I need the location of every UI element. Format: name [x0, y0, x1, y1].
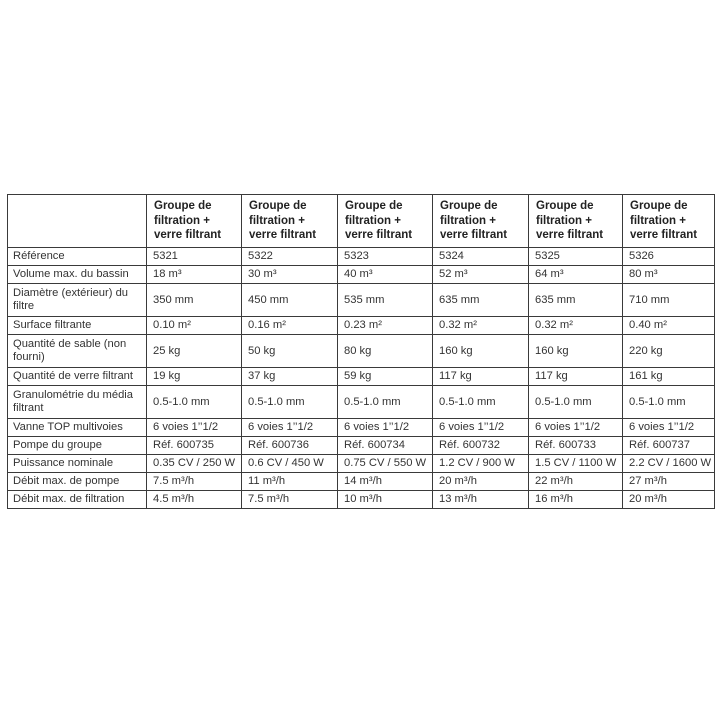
table-cell: 13 m³/h: [433, 491, 529, 509]
table-row: [8, 455, 715, 473]
table-cell: 1.5 CV / 1100 W: [529, 455, 623, 473]
header-cell: Groupe de filtration + verre filtrant: [147, 195, 242, 248]
row-label: Vanne TOP multivoies: [8, 419, 147, 437]
table-row: [8, 248, 715, 266]
table-cell: 40 m³: [338, 266, 433, 284]
row-label: Référence: [8, 248, 147, 266]
row-label: Pompe du groupe: [8, 437, 147, 455]
header-cell: Groupe de filtration + verre filtrant: [338, 195, 433, 248]
table-row: [8, 317, 715, 335]
table-cell: 6 voies 1’’1/2: [147, 419, 242, 437]
table-row: [8, 368, 715, 386]
table-cell: 710 mm: [623, 284, 715, 317]
table-cell: 5323: [338, 248, 433, 266]
table-cell: 2.2 CV / 1600 W: [623, 455, 715, 473]
table-cell: 59 kg: [338, 368, 433, 386]
table-row: [8, 419, 715, 437]
table-cell: 37 kg: [242, 368, 338, 386]
table-cell: 16 m³/h: [529, 491, 623, 509]
table-cell: 7.5 m³/h: [147, 473, 242, 491]
table-cell: 0.5-1.0 mm: [147, 386, 242, 419]
table-cell: 0.32 m²: [529, 317, 623, 335]
table-cell: Réf. 600732: [433, 437, 529, 455]
table-cell: 535 mm: [338, 284, 433, 317]
table-body: [8, 248, 715, 509]
table-cell: 160 kg: [433, 335, 529, 368]
table-cell: 5324: [433, 248, 529, 266]
table-cell: 0.5-1.0 mm: [623, 386, 715, 419]
table-cell: 0.32 m²: [433, 317, 529, 335]
table-cell: 1.2 CV / 900 W: [433, 455, 529, 473]
spec-table-container: [7, 194, 714, 509]
table-cell: 22 m³/h: [529, 473, 623, 491]
table-cell: Réf. 600735: [147, 437, 242, 455]
table-cell: 6 voies 1’’1/2: [433, 419, 529, 437]
table-cell: Réf. 600733: [529, 437, 623, 455]
table-cell: 450 mm: [242, 284, 338, 317]
table-cell: 6 voies 1’’1/2: [623, 419, 715, 437]
table-cell: 10 m³/h: [338, 491, 433, 509]
table-cell: 0.5-1.0 mm: [433, 386, 529, 419]
table-row: [8, 386, 715, 419]
table-cell: 161 kg: [623, 368, 715, 386]
row-label: Quantité de verre filtrant: [8, 368, 147, 386]
table-row: [8, 335, 715, 368]
table-cell: 0.23 m²: [338, 317, 433, 335]
row-label: Débit max. de filtration: [8, 491, 147, 509]
table-cell: 11 m³/h: [242, 473, 338, 491]
table-cell: 117 kg: [529, 368, 623, 386]
table-cell: 19 kg: [147, 368, 242, 386]
table-row: [8, 266, 715, 284]
table-cell: 635 mm: [529, 284, 623, 317]
table-cell: 25 kg: [147, 335, 242, 368]
table-cell: 350 mm: [147, 284, 242, 317]
table-cell: 0.10 m²: [147, 317, 242, 335]
table-cell: 50 kg: [242, 335, 338, 368]
row-label: Débit max. de pompe: [8, 473, 147, 491]
table-cell: Réf. 600737: [623, 437, 715, 455]
table-cell: 0.6 CV / 450 W: [242, 455, 338, 473]
table-row: [8, 473, 715, 491]
table-cell: 27 m³/h: [623, 473, 715, 491]
header-row: [8, 195, 715, 248]
table-cell: Réf. 600736: [242, 437, 338, 455]
table-cell: 0.16 m²: [242, 317, 338, 335]
table-cell: 6 voies 1’’1/2: [242, 419, 338, 437]
header-cell: Groupe de filtration + verre filtrant: [242, 195, 338, 248]
table-cell: Réf. 600734: [338, 437, 433, 455]
header-cell-corner: [8, 195, 147, 248]
row-label: Quantité de sable (non fourni): [8, 335, 147, 368]
table-cell: 7.5 m³/h: [242, 491, 338, 509]
table-cell: 0.5-1.0 mm: [242, 386, 338, 419]
table-cell: 5321: [147, 248, 242, 266]
header-cell: Groupe de filtration + verre filtrant: [529, 195, 623, 248]
table-cell: 5326: [623, 248, 715, 266]
table-cell: 0.40 m²: [623, 317, 715, 335]
table-cell: 117 kg: [433, 368, 529, 386]
table-cell: 0.75 CV / 550 W: [338, 455, 433, 473]
row-label: Diamètre (extérieur) du filtre: [8, 284, 147, 317]
table-row: [8, 284, 715, 317]
table-cell: 80 m³: [623, 266, 715, 284]
table-cell: 20 m³/h: [623, 491, 715, 509]
table-cell: 80 kg: [338, 335, 433, 368]
table-cell: 0.35 CV / 250 W: [147, 455, 242, 473]
row-label: Volume max. du bassin: [8, 266, 147, 284]
table-row: [8, 491, 715, 509]
table-cell: 18 m³: [147, 266, 242, 284]
table-cell: 5325: [529, 248, 623, 266]
table-cell: 635 mm: [433, 284, 529, 317]
table-cell: 220 kg: [623, 335, 715, 368]
row-label: Surface filtrante: [8, 317, 147, 335]
table-cell: 30 m³: [242, 266, 338, 284]
table-cell: 5322: [242, 248, 338, 266]
header-cell: Groupe de filtration + verre filtrant: [433, 195, 529, 248]
spec-table: [7, 194, 715, 509]
table-cell: 0.5-1.0 mm: [338, 386, 433, 419]
table-cell: 20 m³/h: [433, 473, 529, 491]
table-cell: 4.5 m³/h: [147, 491, 242, 509]
table-cell: 160 kg: [529, 335, 623, 368]
row-label: Granulométrie du média filtrant: [8, 386, 147, 419]
table-cell: 6 voies 1’’1/2: [529, 419, 623, 437]
table-cell: 14 m³/h: [338, 473, 433, 491]
table-cell: 6 voies 1’’1/2: [338, 419, 433, 437]
table-row: [8, 437, 715, 455]
table-cell: 0.5-1.0 mm: [529, 386, 623, 419]
table-cell: 64 m³: [529, 266, 623, 284]
table-cell: 52 m³: [433, 266, 529, 284]
header-cell: Groupe de filtration + verre filtrant: [623, 195, 715, 248]
row-label: Puissance nominale: [8, 455, 147, 473]
